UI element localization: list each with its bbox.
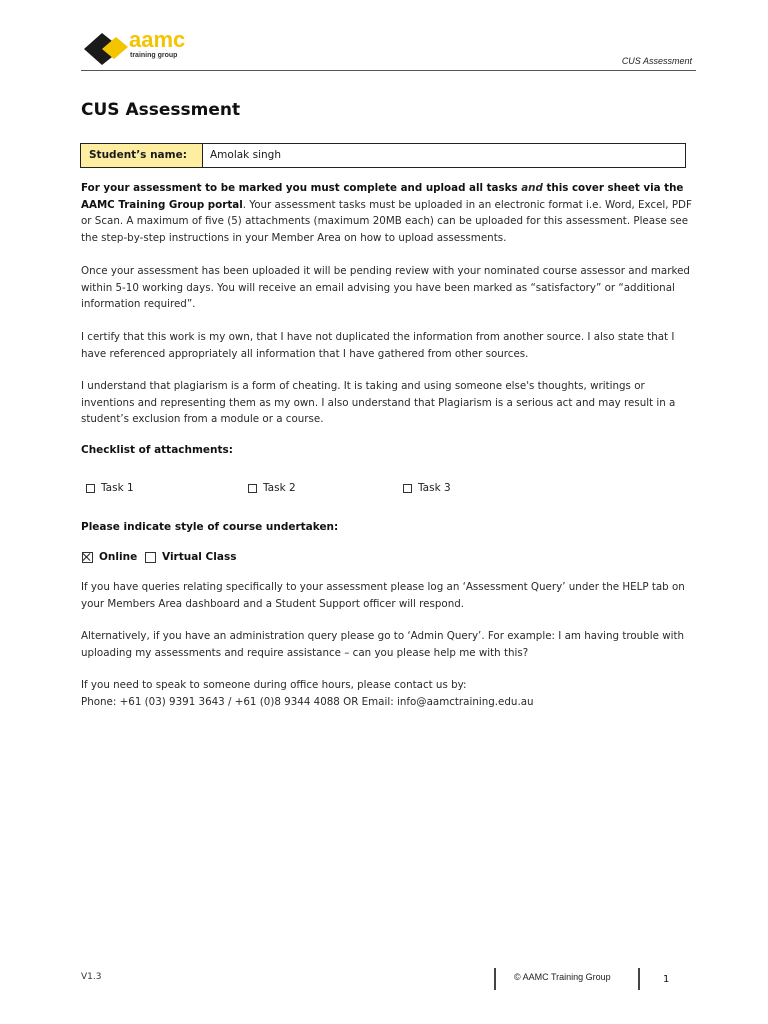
- instructions-rest: . Your assessment tasks must be uploaded in an electronic format i.e. Word, Excel, PDF or Scan. A maximum of five (5) attachments (maximum 20MB each) can be uploaded for this assessment. Please see the step-by-step instructions in your Member Area on how to upload assessments.: [81, 198, 692, 244]
- certify-text: I certify that this work is my own, that I have not duplicated the information from another source. I also state that I have referenced appropriately all information that I have gathered from other sources.: [81, 331, 675, 360]
- checkbox-checked-icon[interactable]: [82, 552, 93, 563]
- student-name-field[interactable]: Amolak singh: [210, 149, 281, 161]
- task2-checkbox[interactable]: [248, 482, 296, 494]
- plagiarism-text: I understand that plagiarism is a form of cheating. It is taking and using someone else's thoughts, writings or inventions and representing them as my own. I also understand that Plagiarism is a serious act and may result in a student’s exclusion from a module or a course.: [81, 380, 676, 425]
- logo-wordmark: aamc: [129, 27, 186, 52]
- task2-label: Task 2: [263, 482, 296, 494]
- admin-paragraph: [81, 628, 696, 661]
- virtual-class-checkbox[interactable]: [145, 551, 236, 563]
- online-label: Online: [99, 551, 138, 563]
- certify-paragraph: [81, 329, 696, 362]
- header-divider: [81, 70, 696, 71]
- plagiarism-paragraph: [81, 378, 696, 428]
- checklist-heading: Checklist of attachments:: [81, 444, 233, 456]
- aamc-logo: [84, 29, 204, 69]
- task1-checkbox[interactable]: [86, 482, 134, 494]
- checkbox-empty-icon[interactable]: [145, 552, 156, 563]
- logo-subtext: training group: [130, 52, 178, 59]
- contact-line-1: If you need to speak to someone during office hours, please contact us by:: [81, 679, 467, 691]
- review-paragraph: [81, 263, 696, 313]
- course-style-heading: Please indicate style of course undertaken:: [81, 521, 339, 533]
- footer-copyright: © AAMC Training Group: [514, 972, 611, 982]
- page-title: CUS Assessment: [81, 100, 241, 120]
- contact-paragraph: [81, 677, 696, 710]
- virtual-class-label: Virtual Class: [162, 551, 237, 563]
- instructions-bold-start: For your assessment to be marked you must complete and upload all tasks: [81, 182, 522, 194]
- queries-text: If you have queries relating specifically to your assessment please log an ‘Assessment Query’ under the HELP tab on your Members Area dashboard and a Student Support officer will respond.: [81, 581, 685, 610]
- review-text: Once your assessment has been uploaded it will be pending review with your nominated course assessor and marked within 5-10 working days. You will receive an email advising you have been marked as “satisfactory” or “additional information required”.: [81, 265, 690, 310]
- page-number: 1: [663, 974, 670, 985]
- admin-text: Alternatively, if you have an administration query please go to ‘Admin Query’. For example: I am having trouble with uploading my assessments and require assistance – can you please help me with this?: [81, 630, 685, 659]
- header-doc-label: CUS Assessment: [621, 56, 692, 66]
- footer-divider-right: [638, 968, 640, 990]
- logo-diamond-icon: [84, 31, 128, 65]
- instructions-bold-end: this cover sheet via the AAMC Training Group portal: [81, 182, 684, 211]
- task3-label: Task 3: [418, 482, 451, 494]
- instructions-italic-and: and: [521, 182, 543, 194]
- task3-checkbox[interactable]: [403, 482, 451, 494]
- task1-label: Task 1: [101, 482, 134, 494]
- instructions-paragraph: [81, 180, 696, 246]
- queries-paragraph: [81, 579, 696, 612]
- student-name-label: Student’s name:: [81, 144, 203, 167]
- footer-divider-left: [494, 968, 496, 990]
- footer-version: V1.3: [81, 972, 102, 982]
- online-checkbox[interactable]: [82, 551, 137, 563]
- contact-line-2: Phone: +61 (03) 9391 3643 / +61 (0)8 9344 4088 OR Email: info@aamctraining.edu.au: [81, 695, 534, 708]
- checkbox-empty-icon[interactable]: [403, 484, 412, 493]
- checkbox-empty-icon[interactable]: [248, 484, 257, 493]
- checkbox-empty-icon[interactable]: [86, 484, 95, 493]
- student-name-table: [80, 143, 686, 168]
